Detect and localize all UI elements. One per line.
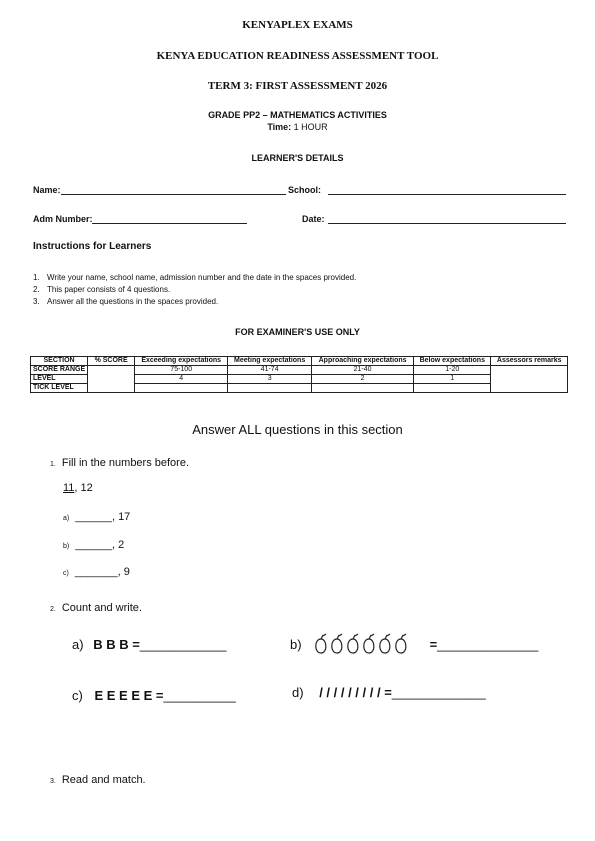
q1-item-a (63, 511, 130, 523)
q1-item-c (63, 566, 130, 578)
mango-icon (347, 634, 357, 653)
q2-item-b (290, 633, 538, 655)
table-header-cell: Below expectations (414, 357, 491, 366)
question-number: 3. (50, 778, 56, 785)
tick-cell[interactable] (228, 384, 312, 393)
table-row (31, 366, 568, 375)
table-header-cell: Assessors remarks (491, 357, 568, 366)
question-3 (50, 774, 146, 786)
question-text: Read and match. (61, 774, 146, 786)
table-cell: 1 (414, 375, 491, 384)
item-value: , 17 (111, 511, 131, 523)
answer-blank[interactable]: _______ (74, 566, 118, 578)
answer-blank[interactable]: ______ (75, 539, 112, 551)
answer-blank[interactable]: ____________ (139, 637, 227, 652)
q2-item-a (72, 637, 227, 652)
answer-blank[interactable]: __________ (163, 688, 236, 703)
item-value: , 9 (117, 566, 130, 578)
instructions-heading: Instructions for Learners (33, 241, 152, 252)
table-cell: 4 (135, 375, 228, 384)
mango-icon (379, 634, 389, 653)
question-number: 1. (50, 461, 56, 468)
item-label: b) (290, 636, 302, 652)
mango-icon (331, 634, 341, 653)
table-header-cell: Exceeding expectations (135, 357, 228, 366)
question-text: Fill in the numbers before. (61, 457, 190, 469)
table-header-cell: % SCORE (88, 357, 135, 366)
tick-cell[interactable] (414, 384, 491, 393)
table-cell: 21-40 (312, 366, 414, 375)
equals-sign: = (429, 636, 438, 652)
remarks-cell (491, 366, 568, 393)
time-value: 1 HOUR (293, 122, 328, 132)
item-label: c) (63, 570, 69, 577)
row-label: LEVEL (31, 375, 88, 384)
table-cell: 41-74 (228, 366, 312, 375)
instructions-list (33, 272, 356, 308)
item-label: c) (72, 688, 83, 703)
q1-example-given: , 12 (74, 482, 93, 494)
score-cell (88, 366, 135, 393)
count-objects: / / / / / / / / / = (319, 685, 392, 700)
row-label: SCORE RANGE (31, 366, 88, 375)
date-field[interactable] (328, 223, 566, 224)
count-objects: B B B = (93, 637, 140, 652)
count-objects: E E E E E = (94, 688, 164, 703)
table-cell: 1-20 (414, 366, 491, 375)
item-label: d) (292, 685, 304, 700)
name-field[interactable] (61, 194, 286, 195)
question-number: 2. (50, 606, 56, 613)
name-label: Name: (33, 185, 61, 195)
table-header-cell: SECTION (31, 357, 88, 366)
question-2 (50, 602, 142, 614)
answer-blank[interactable]: ______ (75, 511, 112, 523)
q1-item-b (63, 539, 124, 551)
date-label: Date: (302, 214, 325, 224)
adm-number-field[interactable] (92, 223, 247, 224)
school-field[interactable] (328, 194, 566, 195)
row-label: TICK LEVEL (31, 384, 88, 393)
q1-example-answer: 11 (63, 482, 75, 494)
table-cell: 75-100 (135, 366, 228, 375)
q1-example (63, 482, 93, 494)
term-title: TERM 3: FIRST ASSESSMENT 2026 (207, 80, 388, 92)
item-label: b) (63, 543, 70, 550)
grade-subject-title: GRADE PP2 – MATHEMATICS ACTIVITIES (208, 110, 387, 120)
mango-group-icon (312, 633, 414, 655)
question-1 (50, 457, 189, 469)
exam-provider-title: KENYAPLEX EXAMS (242, 19, 353, 31)
tick-cell[interactable] (312, 384, 414, 393)
time-line (0, 122, 595, 132)
mango-icon (363, 634, 373, 653)
item-label: a) (63, 515, 70, 522)
table-header-cell: Meeting expectations (228, 357, 312, 366)
time-label: Time: (267, 122, 292, 132)
item-label: a) (72, 637, 84, 652)
q2-item-c (72, 688, 236, 703)
table-header-row (31, 357, 568, 366)
school-label: School: (288, 185, 321, 195)
section-title: Answer ALL questions in this section (192, 422, 403, 437)
table-cell: 3 (228, 375, 312, 384)
answer-blank[interactable]: ______________ (437, 636, 539, 652)
table-header-cell: Approaching expectations (312, 357, 414, 366)
mango-icon (395, 634, 405, 653)
examiner-table (30, 356, 568, 393)
question-text: Count and write. (61, 602, 142, 614)
item-value: , 2 (111, 539, 125, 551)
table-cell: 2 (312, 375, 414, 384)
instruction-item: 3. Answer all the questions in the spaces provided. (33, 297, 219, 306)
learner-details-heading: LEARNER'S DETAILS (251, 153, 344, 163)
instruction-item: 2. This paper consists of 4 questions. (33, 285, 171, 294)
examiner-heading: FOR EXAMINER'S USE ONLY (235, 327, 360, 337)
mango-icon (315, 634, 325, 653)
tick-cell[interactable] (135, 384, 228, 393)
answer-blank[interactable]: _____________ (391, 685, 486, 700)
instruction-item: 1. Write your name, school name, admission number and the date in the spaces provided. (33, 273, 357, 282)
assessment-tool-title: KENYA EDUCATION READINESS ASSESSMENT TOOL (156, 50, 439, 62)
q2-item-d (292, 685, 486, 700)
adm-number-label: Adm Number: (33, 214, 93, 224)
